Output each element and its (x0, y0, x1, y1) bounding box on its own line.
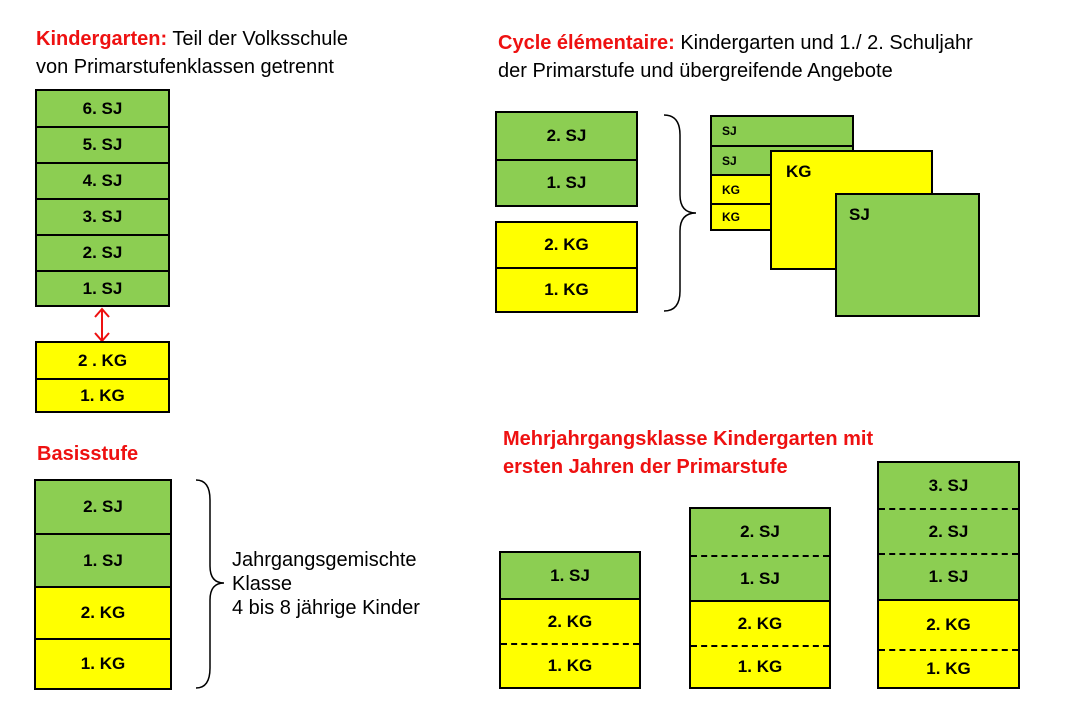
mehrjahr-title-line2: ersten Jahren der Primarstufe (503, 456, 788, 478)
curly-brace-icon (660, 113, 700, 313)
school-year-cell: 6. SJ (82, 98, 123, 118)
curly-brace-icon (192, 478, 228, 692)
cycle-title-line2: der Primarstufe und übergreifende Angebote (498, 60, 893, 82)
mini-row: SJ (712, 117, 852, 145)
basisstufe-cell: 1. KG (36, 638, 170, 688)
kindergarten-title-rest: Teil der Volksschule (167, 28, 348, 50)
school-year-cell: 3. SJ (37, 198, 168, 234)
mixed-cell: 1. SJ (501, 553, 639, 598)
mixed-cell: 2. KG (879, 599, 1018, 649)
kg-year-cell: 2. KG (544, 235, 589, 254)
mini-row: SJ (712, 145, 852, 174)
school-year-cell: 4. SJ (37, 162, 168, 198)
basisstufe-cell: 2. KG (36, 586, 170, 638)
mini-row: KG (712, 174, 852, 203)
sj-card-label: SJ (849, 205, 870, 224)
school-years-stack (35, 89, 170, 307)
school-year-cell: 5. SJ (37, 126, 168, 162)
basisstufe-stack (34, 479, 172, 690)
basisstufe-cell: 2. SJ (36, 481, 170, 533)
basisstufe-desc-line3: 4 bis 8 jährige Kinder (232, 597, 420, 619)
cycle-kg-stack (495, 221, 638, 313)
kg-card-label: KG (786, 162, 812, 181)
mini-row: KG (712, 203, 852, 229)
school-year-cell: 1. SJ (37, 270, 168, 305)
school-year-cell: 1. SJ (497, 159, 636, 205)
cycle-title (498, 29, 973, 85)
basisstufe-desc-line1: Jahrgangsgemischte (232, 549, 417, 571)
mixed-cell: 1. KG (879, 649, 1018, 687)
kindergarten-title (36, 25, 348, 81)
basisstufe-desc-line2: Klasse (232, 573, 293, 595)
mixed-cell: 1. SJ (879, 553, 1018, 599)
mixed-cell: 2. KG (501, 598, 639, 643)
mixed-cell: 2. SJ (691, 509, 829, 555)
kg-year-cell: 1. KG (37, 378, 168, 411)
mehrjahr-title (503, 425, 873, 481)
separation-arrow-icon (90, 306, 114, 344)
basisstufe-title: Basisstufe (37, 443, 139, 465)
mehrjahr-title-line1: Mehrjahrgangsklasse Kindergarten mit (503, 428, 874, 450)
kindergarten-title-bold: Kindergarten: (36, 28, 168, 50)
mixed-cell: 1. KG (691, 645, 829, 687)
school-year-cell: 2. SJ (546, 126, 587, 145)
kg-years-stack (35, 341, 170, 413)
kindergarten-title-line2: von Primarstufenklassen getrennt (36, 56, 334, 78)
kg-year-cell: 2 . KG (77, 350, 128, 370)
basisstufe-description (232, 548, 420, 620)
sj-card (835, 193, 980, 317)
mixed-stack-2 (689, 507, 831, 689)
mixed-cell: 1. SJ (691, 555, 829, 600)
mixed-stack-1 (499, 551, 641, 689)
mixed-cell: 2. KG (691, 600, 829, 645)
mixed-cell: 1. KG (501, 643, 639, 687)
basisstufe-cell: 1. SJ (36, 533, 170, 586)
cycle-school-stack (495, 111, 638, 207)
mixed-cell: 2. SJ (879, 508, 1018, 553)
cycle-title-bold: Cycle élémentaire: (498, 32, 675, 54)
kg-year-cell: 1. KG (497, 267, 636, 311)
mixed-stack-3 (877, 461, 1020, 689)
cycle-title-rest: Kindergarten und 1./ 2. Schuljahr (674, 32, 973, 54)
mixed-cell: 3. SJ (879, 463, 1018, 508)
school-year-cell: 2. SJ (37, 234, 168, 270)
